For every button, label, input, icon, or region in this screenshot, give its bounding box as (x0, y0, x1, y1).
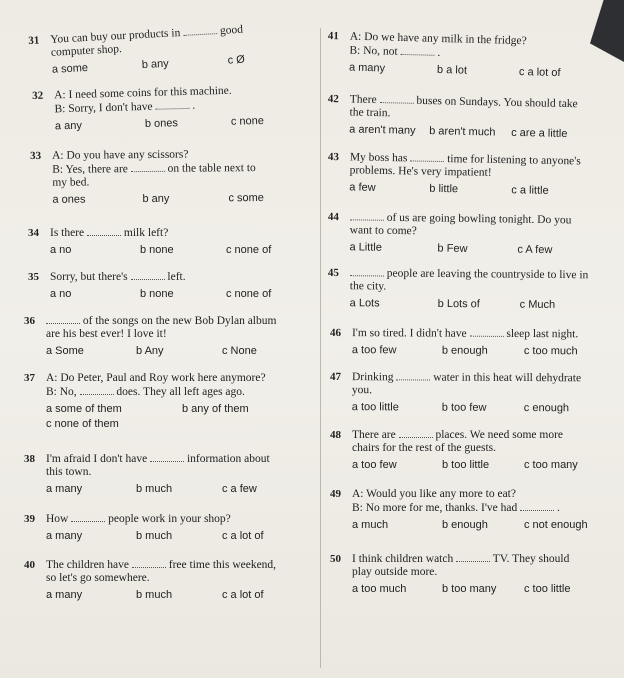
question-text-segment: How (46, 513, 72, 525)
question-text-segment: information about (184, 453, 270, 465)
question-text-segment: water in this heat will dehydrate (430, 371, 582, 385)
answer-options (330, 344, 620, 359)
answer-option-a[interactable]: a much (352, 519, 389, 531)
answer-blank[interactable] (350, 210, 384, 220)
question-number: 31 (28, 34, 40, 47)
question-text-line (352, 442, 496, 454)
answer-option-a[interactable]: a Little (349, 241, 382, 254)
question-text-segment: my bed. (52, 176, 90, 189)
answer-options (28, 244, 308, 257)
answer-option-b[interactable]: b much (136, 530, 173, 542)
answer-option-a[interactable]: a no (50, 244, 72, 256)
question-text-line (349, 106, 390, 119)
question-text-segment: this town. (46, 466, 92, 478)
answer-option-a[interactable]: a many (46, 589, 83, 601)
question-35 (28, 270, 308, 301)
question-number: 41 (327, 30, 339, 43)
answer-option-b[interactable]: b Few (437, 242, 468, 255)
answer-options (328, 297, 618, 313)
question-37 (24, 372, 304, 430)
column-divider (320, 28, 321, 668)
question-text-line (352, 371, 581, 384)
question-text-segment: A: Do you have any scissors? (51, 148, 189, 162)
answer-option-b[interactable]: b too little (442, 459, 490, 471)
answer-option-a[interactable]: a some of them (46, 403, 122, 415)
question-42 (327, 92, 618, 142)
question-text-line (46, 372, 266, 384)
answer-blank[interactable] (46, 314, 80, 324)
question-text-segment: of us are going bowling tonight. Do you (383, 211, 572, 227)
answer-option-a[interactable]: a too few (352, 459, 397, 471)
question-number: 47 (329, 371, 341, 384)
answer-option-c[interactable]: c none (230, 114, 265, 128)
question-number: 46 (329, 327, 341, 340)
question-text-segment: chairs for the rest of the guests. (352, 442, 497, 454)
question-text-line (349, 45, 440, 59)
answer-option-c[interactable]: c none of them (46, 418, 119, 430)
question-text-segment: I'm afraid I don't have (46, 453, 151, 465)
question-text-segment: There are (352, 429, 399, 441)
answer-options (30, 192, 310, 207)
answer-option-c[interactable]: c a few (222, 483, 257, 495)
question-text-segment: play outside more. (352, 566, 438, 578)
question-text-segment: I think children watch (352, 553, 457, 565)
answer-option-c[interactable]: c are a little (511, 126, 568, 141)
question-text-segment: . (554, 502, 560, 514)
answer-option-b[interactable]: b none (140, 288, 174, 300)
question-text-segment: are his best ever! I love it! (46, 328, 167, 340)
answer-option-c[interactable]: c none of (226, 244, 272, 256)
answer-blank[interactable] (456, 552, 490, 562)
question-text-line (46, 559, 276, 571)
answer-blank[interactable] (350, 266, 384, 276)
answer-option-c[interactable]: c too many (524, 459, 578, 471)
question-number: 34 (28, 227, 39, 239)
question-text-line (352, 488, 516, 500)
question-text-segment: There (349, 93, 380, 107)
answer-option-c[interactable]: c a little (511, 184, 549, 197)
answer-blank[interactable] (131, 162, 165, 172)
question-text-line (52, 162, 256, 176)
answer-option-a[interactable]: a few (349, 181, 376, 194)
answer-option-a[interactable]: a any (54, 119, 83, 133)
question-38 (24, 452, 304, 496)
question-text-segment: does. They all left ages ago. (113, 386, 245, 398)
question-text-segment: TV. They should (490, 553, 570, 565)
answer-option-b[interactable]: b a lot (436, 63, 468, 77)
question-number: 49 (330, 488, 341, 500)
answer-option-a[interactable]: a Lots (349, 297, 380, 310)
answer-option-c[interactable]: c a lot of (222, 530, 264, 542)
answer-options (327, 241, 617, 258)
question-text-segment: so let's go somewhere. (46, 572, 150, 584)
question-text-segment: people work in your shop? (105, 513, 231, 525)
answer-options (28, 288, 308, 301)
question-text-segment: problems. He's very impatient! (349, 164, 492, 179)
answer-options (24, 403, 304, 430)
answer-option-b[interactable]: b too many (442, 583, 497, 595)
answer-option-c[interactable]: c not enough (524, 519, 588, 531)
question-48 (330, 428, 620, 472)
answer-blank[interactable] (396, 370, 430, 380)
answer-blank[interactable] (155, 99, 189, 110)
question-number: 35 (28, 271, 39, 283)
answer-options (24, 483, 304, 496)
question-text-segment: sleep last night. (503, 327, 579, 341)
answer-option-c[interactable]: c None (222, 345, 257, 357)
question-43 (327, 150, 618, 199)
question-text-segment: buses on Sundays. You should take (413, 94, 578, 111)
question-number: 32 (32, 89, 44, 102)
question-49 (330, 488, 620, 532)
question-text-segment: the train. (349, 106, 391, 120)
question-text-line (352, 327, 578, 340)
question-text-segment: left. (164, 271, 186, 283)
question-44 (327, 210, 618, 258)
answer-blank[interactable] (399, 428, 433, 438)
answer-options (330, 519, 620, 532)
question-text-segment: . (434, 46, 441, 59)
question-text-line (54, 100, 195, 116)
question-text-line (350, 224, 417, 237)
answer-blank[interactable] (132, 558, 166, 568)
answer-option-b[interactable]: b enough (441, 344, 488, 357)
question-text-segment: The children have (46, 559, 132, 571)
answer-options (327, 61, 617, 82)
answer-option-a[interactable]: a many (348, 61, 386, 75)
question-text-segment: on the table next to (164, 162, 256, 175)
answer-blank[interactable] (469, 327, 503, 337)
answer-options (330, 459, 620, 472)
answer-option-b[interactable]: b any (142, 192, 170, 206)
answer-blank[interactable] (520, 501, 554, 511)
question-text-line (46, 386, 245, 398)
answer-option-b[interactable]: b much (136, 483, 173, 495)
question-text-segment: B: No, not (349, 44, 401, 58)
question-text-segment: places. We need some more (432, 429, 564, 441)
question-text-line (52, 149, 188, 162)
question-text-segment: B: Sorry, I don't have (54, 100, 156, 116)
question-text-segment: want to come? (349, 224, 417, 238)
answer-options (330, 583, 620, 596)
question-text-line (350, 280, 386, 292)
question-40 (24, 558, 304, 602)
question-36 (24, 314, 304, 358)
answer-option-a[interactable]: a too much (352, 583, 407, 595)
answer-option-a[interactable]: a some (51, 61, 89, 76)
question-number: 39 (24, 513, 35, 525)
answer-option-b[interactable]: b aren't much (429, 125, 496, 139)
answer-blank[interactable] (87, 226, 121, 236)
answer-option-b[interactable]: b any of them (182, 403, 249, 415)
question-text-line (46, 513, 231, 525)
question-text-segment: B: No more for me, thanks. I've had (352, 502, 521, 514)
question-text-segment: You can buy our products in (50, 26, 184, 46)
answer-blank[interactable] (131, 270, 165, 280)
question-text-line (46, 572, 150, 584)
question-text-line (350, 267, 588, 281)
answer-option-a[interactable]: a Some (46, 345, 84, 357)
answer-option-a[interactable]: a many (46, 483, 83, 495)
question-text-segment: Drinking (351, 371, 397, 384)
question-text-segment: computer shop. (50, 43, 123, 59)
question-text-segment: My boss has (349, 151, 411, 165)
question-text-segment: A: Would you like any more to eat? (352, 488, 516, 500)
question-number: 40 (24, 559, 35, 571)
question-text-line (46, 328, 167, 340)
question-number: 48 (330, 429, 341, 441)
question-32 (32, 83, 313, 134)
question-33 (30, 148, 310, 207)
question-text-line (352, 566, 437, 578)
answer-option-b[interactable]: b much (136, 589, 173, 601)
question-text-segment: of the songs on the new Bob Dylan album (80, 315, 277, 327)
question-text-line (352, 429, 563, 441)
question-number: 33 (30, 149, 42, 162)
question-45 (328, 266, 618, 313)
answer-blank[interactable] (183, 24, 217, 36)
answer-option-c[interactable]: c a lot of (518, 66, 561, 80)
answer-option-a[interactable]: a many (46, 530, 83, 542)
answer-option-b[interactable]: b Any (136, 345, 164, 357)
question-text-line (46, 466, 91, 478)
answer-option-b[interactable]: b ones (144, 117, 179, 131)
answer-option-b[interactable]: b Lots of (437, 297, 480, 311)
answer-option-a[interactable]: a too few (351, 344, 397, 357)
answer-option-c[interactable]: c Ø (227, 53, 246, 67)
question-text-segment: B: Yes, there are (52, 163, 131, 176)
answer-options (327, 181, 617, 199)
answer-blank[interactable] (410, 151, 444, 162)
question-text-segment: A: I need some coins for this machine. (53, 84, 232, 102)
question-text-line (352, 384, 372, 396)
answer-options (24, 589, 304, 602)
question-46 (330, 326, 620, 359)
question-text-line (350, 164, 492, 178)
answer-option-c[interactable]: c too little (524, 583, 571, 595)
question-number: 45 (327, 266, 339, 280)
answer-option-c[interactable]: c some (228, 191, 264, 205)
question-text-segment: time for listening to anyone's (444, 153, 581, 168)
answer-options (33, 114, 313, 134)
question-text-line (352, 502, 560, 514)
question-31 (28, 19, 310, 78)
answer-blank[interactable] (71, 512, 105, 522)
answer-option-b[interactable]: b too few (441, 401, 487, 414)
answer-option-c[interactable]: c enough (523, 402, 570, 415)
question-text-segment: good (216, 23, 244, 38)
answer-option-c[interactable]: c A few (517, 243, 553, 257)
answer-options (330, 401, 620, 416)
answer-option-b[interactable]: b none (140, 244, 174, 256)
question-39 (24, 512, 304, 543)
answer-option-a[interactable]: a ones (52, 193, 86, 206)
answer-option-b[interactable]: b enough (442, 519, 488, 531)
question-number: 43 (327, 150, 339, 164)
question-text-segment: . (189, 99, 196, 112)
answer-options (24, 345, 304, 358)
answer-options (24, 530, 304, 543)
question-number: 44 (327, 210, 339, 224)
answer-option-b[interactable]: b little (429, 182, 459, 196)
question-text-line (50, 271, 186, 283)
question-text-line (352, 553, 569, 565)
question-text-segment: I'm so tired. I didn't have (351, 327, 470, 340)
answer-option-b[interactable]: b any (141, 57, 169, 72)
answer-blank[interactable] (379, 93, 413, 104)
question-text-line (51, 43, 122, 59)
question-text-segment: A: Do we have any milk in the fridge? (349, 30, 527, 48)
question-text-line (46, 453, 270, 465)
question-text-segment: free time this weekend, (165, 559, 277, 571)
question-50 (330, 552, 620, 596)
question-47 (330, 370, 620, 416)
question-number: 37 (24, 372, 35, 384)
question-text-line (50, 227, 168, 239)
question-text-segment: people are leaving the countryside to live in (383, 267, 589, 282)
question-text-segment: B: No, (46, 386, 80, 398)
answer-options (327, 123, 617, 142)
answer-option-a[interactable]: a no (50, 288, 72, 300)
question-34 (28, 226, 308, 257)
question-number: 50 (330, 553, 341, 565)
question-text-segment: Is there (50, 227, 88, 239)
answer-blank[interactable] (400, 45, 434, 56)
answer-option-c[interactable]: c none of (226, 288, 272, 300)
answer-option-c[interactable]: c Much (519, 298, 556, 311)
question-number: 38 (24, 453, 35, 465)
answer-option-a[interactable]: a aren't many (349, 123, 416, 137)
question-text-line (46, 315, 276, 327)
question-text-line (52, 176, 89, 188)
question-text-segment: Sorry, but there's (50, 271, 131, 283)
question-number: 36 (24, 315, 35, 327)
answer-option-c[interactable]: c a lot of (222, 589, 264, 601)
answer-blank[interactable] (150, 452, 184, 462)
question-text-segment: you. (351, 384, 373, 397)
answer-blank[interactable] (80, 385, 114, 395)
question-number: 42 (327, 92, 339, 106)
question-41 (327, 30, 618, 82)
answer-option-a[interactable]: a too little (351, 401, 399, 414)
answer-option-c[interactable]: c too much (523, 345, 578, 358)
question-text-segment: A: Do Peter, Paul and Roy work here anymore? (46, 372, 266, 384)
question-text-segment: milk left? (121, 227, 169, 239)
question-text-segment: the city. (349, 280, 387, 293)
